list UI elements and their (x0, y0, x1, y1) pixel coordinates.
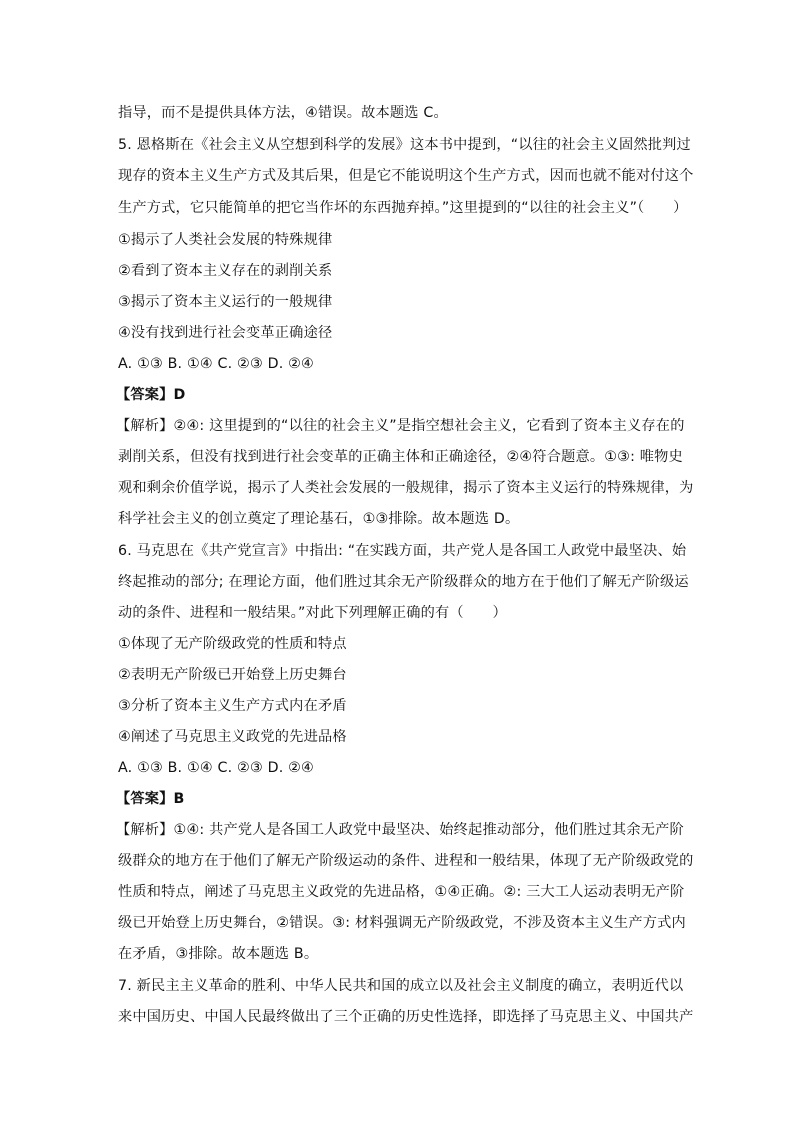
analysis-line: 【解析】②④: 这里提到的“以往的社会主义”是指空想社会主义，它看到了资本主义存在的 (116, 418, 685, 434)
choices-line: A. ①③ B. ①④ C. ②③ D. ②④ (118, 356, 314, 372)
text-line: 来中国历史、中国人民最终做出了三个正确的历史性选择，即选择了马克思主义、中国共产 (118, 1009, 694, 1025)
text-line: 观和剩余价值学说，揭示了人类社会发展的一般规律，揭示了资本主义运行的特殊规律，为 (118, 480, 694, 496)
option-2: ②看到了资本主义存在的剥削关系 (118, 263, 333, 279)
text-line: 终起推动的部分; 在理论方面，他们胜过其余无产阶级群众的地方在于他们了解无产阶级运 (118, 574, 689, 590)
text-line: 生产方式，它只能简单的把它当作坏的东西抛弃掉。”这里提到的“以往的社会主义”（ ） (118, 200, 688, 216)
text-line: 现存的资本主义生产方式及其后果，但是它不能说明这个生产方式，因而也就不能对付这个 (118, 168, 694, 184)
option-2: ②表明无产阶级已开始登上历史舞台 (118, 667, 347, 683)
text-line: 性质和特点，阐述了马克思主义政党的先进品格，①④正确。②: 三大工人运动表明无产阶 (118, 884, 685, 900)
option-1: ①体现了无产阶级政党的性质和特点 (118, 636, 347, 652)
option-3: ③分析了资本主义生产方式内在矛盾 (118, 698, 347, 714)
text-line: 动的条件、进程和一般结果。”对此下列理解正确的有（ ） (118, 605, 507, 621)
answer-label: 【答案】D (116, 387, 186, 403)
option-4: ④没有找到进行社会变革正确途径 (118, 325, 333, 341)
text-line: 级群众的地方在于他们了解无产阶级运动的条件、进程和一般结果，体现了无产阶级政党的 (118, 853, 694, 869)
option-4: ④阐述了马克思主义政党的先进品格 (118, 729, 347, 745)
answer-label: 【答案】B (116, 791, 185, 807)
option-1: ①揭示了人类社会发展的特殊规律 (118, 232, 333, 248)
option-3: ③揭示了资本主义运行的一般规律 (118, 294, 333, 310)
text-line: 剥削关系，但没有找到进行社会变革的正确主体和正确途径，②④符合题意。①③: 唯物史 (118, 449, 683, 465)
text-line: 在矛盾，③排除。故本题选 B。 (118, 946, 319, 962)
question-7-line: 7. 新民主主义革命的胜利、中华人民共和国的成立以及社会主义制度的确立，表明近代以 (118, 978, 684, 994)
choices-line: A. ①③ B. ①④ C. ②③ D. ②④ (118, 760, 314, 776)
question-6-line: 6. 马克思在《共产党宣言》中指出: “在实践方面，共产党人是各国工人政党中最坚决、始 (118, 543, 687, 559)
question-5-line: 5. 恩格斯在《社会主义从空想到科学的发展》这本书中提到，“以往的社会主义固然批判过 (118, 137, 691, 153)
text-line: 级已开始登上历史舞台，②错误。③: 材料强调无产阶级政党，不涉及资本主义生产方式内 (118, 915, 686, 931)
text-line: 科学社会主义的创立奠定了理论基石，①③排除。故本题选 D。 (118, 511, 520, 527)
analysis-line: 【解析】①④: 共产党人是各国工人政党中最坚决、始终起推动部分，他们胜过其余无产阶 (116, 822, 684, 838)
text-line: 指导，而不是提供具体方法，④错误。故本题选 C。 (118, 105, 448, 121)
